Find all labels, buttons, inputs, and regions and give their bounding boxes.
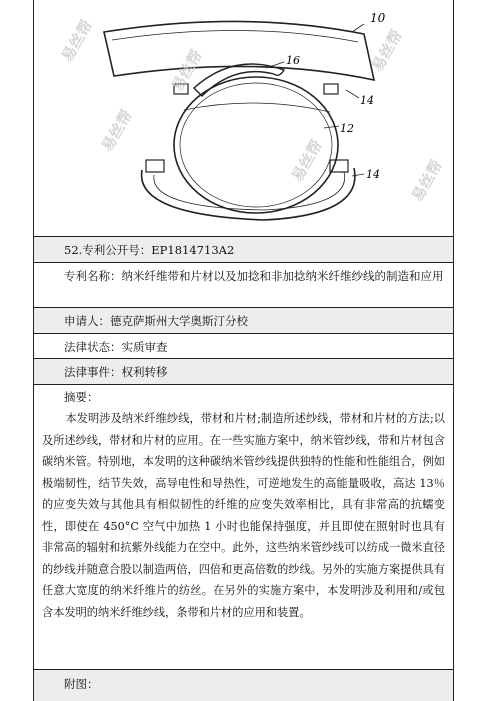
watermark: 易丝帮 bbox=[57, 16, 96, 65]
patent-number-row bbox=[34, 236, 453, 262]
ref-label: 12 bbox=[340, 122, 354, 135]
patent-drawing bbox=[34, 0, 453, 236]
patent-name-row bbox=[34, 262, 453, 307]
watermark: 易丝帮 bbox=[97, 106, 136, 155]
patent-table bbox=[33, 0, 454, 701]
applicant-row bbox=[34, 307, 453, 333]
patent-name: 专利名称：纳米纤维带和片材以及加捻和非加捻纳米纤维纱线的制造和应用 bbox=[64, 269, 444, 283]
watermark: 易丝帮 bbox=[407, 156, 446, 205]
figure-row bbox=[34, 669, 453, 701]
abstract-section bbox=[34, 384, 453, 669]
applicant: 申请人：德克萨斯州大学奥斯汀分校 bbox=[64, 314, 248, 328]
legal-status: 法律状态：实质审查 bbox=[64, 340, 168, 354]
legal-event-row bbox=[34, 358, 453, 384]
legal-event: 法律事件：权利转移 bbox=[64, 365, 168, 379]
watermark: 易丝帮 bbox=[167, 46, 206, 95]
patent-number: 52.专利公开号：EP1814713A2 bbox=[64, 243, 235, 257]
abstract-heading: 摘要： bbox=[64, 390, 99, 404]
legal-status-row bbox=[34, 333, 453, 358]
ref-label: 10 bbox=[370, 11, 386, 25]
figure-heading: 附图： bbox=[64, 677, 99, 691]
ref-label: 14 bbox=[366, 168, 380, 181]
ref-label: 14 bbox=[360, 94, 374, 107]
abstract-text: 本发明涉及纳米纤维纱线，带材和片材;制造所述纱线，带材和片材的方法;以及所述纱线，带材和片材的应用。在一些实施方案中，纳米管纱线，带和片材包含碳纳米管。特别地，本发明的这种碳纳米管纱线提供独特的性能和性能组合，例如极端韧性，结节失效，高导电性和导热性，可逆地发生的高能量吸收，高达 13％的应变失效与其他具有相似韧性的纤维的应变失效率相比，具有非常高的抗蠕变性，即使在 450°C 空气中加热 1 小时也能保持强度，并且即使在照射时也具有非常高的辐射和抗紫外线能力在空中。此外，这些纳米管纱线可以纺成一微米直径的纱线并随意合股以制造两倍，四倍和更高倍数的纱线。另外的实施方案提供具有任意大宽度的纳米纤维片的纺丝。在另外的实施方案中，本发明涉及利用和/或包含本发明的纳米纤维纱线，条带和片材的应用和装置。 bbox=[42, 412, 445, 619]
ref-label: 16 bbox=[286, 54, 300, 67]
watermark: 易丝帮 bbox=[287, 136, 326, 185]
watermark: 易丝帮 bbox=[367, 26, 406, 75]
